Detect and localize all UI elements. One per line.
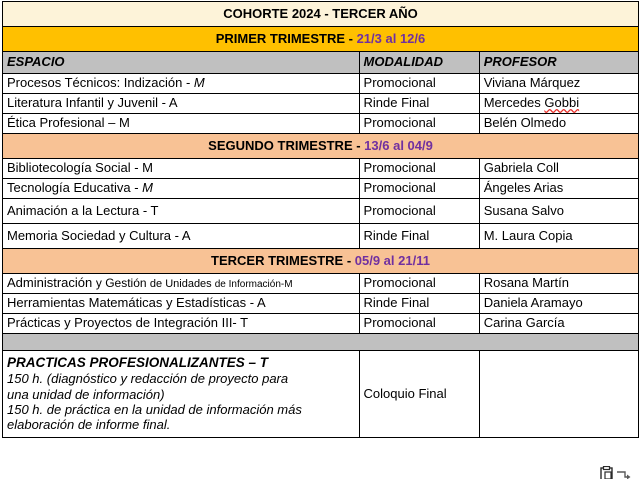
trimester-3-label: TERCER TRIMESTRE -	[211, 252, 355, 268]
table-row-trimester-3-banner	[3, 249, 639, 274]
column-header-modalidad: MODALIDAD	[359, 52, 479, 74]
practicas-line-4: elaboración de informe final.	[7, 417, 171, 433]
profesor-last-name-misspelled: Gobbi	[544, 95, 580, 111]
modalidad-cell: Promocional	[359, 179, 479, 199]
espacio-text: Tecnología Educativa -	[7, 180, 143, 196]
modalidad-cell: Promocional	[359, 114, 479, 134]
practicas-line-3: 150 h. de práctica en la unidad de información más	[7, 402, 302, 418]
table-row-spacer	[3, 334, 639, 351]
trimester-3-banner	[3, 249, 639, 274]
espacio-text-part-1: Administración	[7, 275, 96, 291]
table-row-trimester-1-banner	[3, 27, 639, 52]
trimester-1-label: PRIMER TRIMESTRE -	[215, 30, 357, 46]
espacio-text-part-3: de Unidades	[149, 278, 215, 291]
table-row-practicas	[3, 351, 639, 438]
espacio-cell: Bibliotecología Social - M	[3, 159, 360, 179]
espacio-text-part-2: y Gestión	[95, 276, 150, 291]
trimester-3-dates: 05/9 al 21/11	[354, 252, 430, 268]
trimester-2-banner	[3, 134, 639, 159]
paste-options-icon[interactable]	[599, 466, 633, 479]
practicas-title: PRACTICAS PROFESIONALIZANTES – T	[7, 355, 269, 371]
column-header-espacio: ESPACIO	[3, 52, 360, 74]
espacio-modality-code: M	[193, 75, 205, 91]
modalidad-cell: Promocional	[359, 274, 479, 294]
espacio-modality-code: M	[142, 180, 153, 196]
column-header-profesor: PROFESOR	[479, 52, 638, 74]
table-row	[3, 74, 639, 94]
profesor-cell: Carina García	[479, 314, 638, 334]
profesor-cell: Viviana Márquez	[479, 74, 638, 94]
espacio-cell: Prácticas y Proyectos de Integración III- T	[3, 314, 360, 334]
profesor-first-name: Mercedes	[483, 95, 545, 111]
table-header-row	[3, 52, 639, 74]
modalidad-cell: Rinde Final	[359, 294, 479, 314]
section-spacer	[3, 334, 639, 351]
espacio-cell: Herramientas Matemáticas y Estadísticas - A	[3, 294, 360, 314]
trimester-2-dates: 13/6 al 04/9	[364, 137, 433, 153]
espacio-cell	[3, 179, 360, 199]
profesor-cell	[479, 94, 638, 114]
table-row-trimester-2-banner	[3, 134, 639, 159]
table-row	[3, 179, 639, 199]
practicas-line-2: una unidad de información)	[7, 386, 165, 402]
espacio-cell: Animación a la Lectura - T	[3, 199, 360, 224]
table-row	[3, 199, 639, 224]
table-row	[3, 274, 639, 294]
practicas-profesor-cell	[479, 351, 638, 438]
espacio-cell: Literatura Infantil y Juvenil - A	[3, 94, 360, 114]
modalidad-cell: Rinde Final	[359, 224, 479, 249]
profesor-cell: M. Laura Copia	[479, 224, 638, 249]
profesor-cell: Susana Salvo	[479, 199, 638, 224]
table-row	[3, 114, 639, 134]
profesor-cell: Belén Olmedo	[479, 114, 638, 134]
trimester-2-label: SEGUNDO TRIMESTRE -	[208, 137, 365, 153]
practicas-modalidad-cell: Coloquio Final	[359, 351, 479, 438]
table-row	[3, 224, 639, 249]
espacio-cell	[3, 274, 360, 294]
profesor-cell: Gabriela Coll	[479, 159, 638, 179]
modalidad-cell: Promocional	[359, 199, 479, 224]
modalidad-cell: Rinde Final	[359, 94, 479, 114]
trimester-1-banner	[3, 27, 639, 52]
modalidad-cell: Promocional	[359, 314, 479, 334]
espacio-text-part-4: de Información-M	[214, 279, 293, 291]
espacio-cell: Ética Profesional – M	[3, 114, 360, 134]
espacio-cell	[3, 74, 360, 94]
practicas-espacio-cell	[3, 351, 360, 438]
table-row	[3, 294, 639, 314]
espacio-text: Procesos Técnicos: Indización -	[7, 75, 194, 91]
table-row-cohorte-banner	[3, 2, 639, 27]
profesor-cell: Rosana Martín	[479, 274, 638, 294]
cohorte-title: COHORTE 2024 - TERCER AÑO	[3, 2, 639, 27]
trimester-1-dates: 21/3 al 12/6	[356, 30, 426, 46]
profesor-cell: Ángeles Arias	[479, 179, 638, 199]
table-row	[3, 94, 639, 114]
table-row	[3, 159, 639, 179]
schedule-table	[2, 1, 639, 438]
modalidad-cell: Promocional	[359, 159, 479, 179]
modalidad-cell: Promocional	[359, 74, 479, 94]
profesor-cell: Daniela Aramayo	[479, 294, 638, 314]
espacio-cell: Memoria Sociedad y Cultura - A	[3, 224, 360, 249]
table-row	[3, 314, 639, 334]
practicas-line-1: 150 h. (diagnóstico y redacción de proyecto para	[7, 371, 289, 387]
